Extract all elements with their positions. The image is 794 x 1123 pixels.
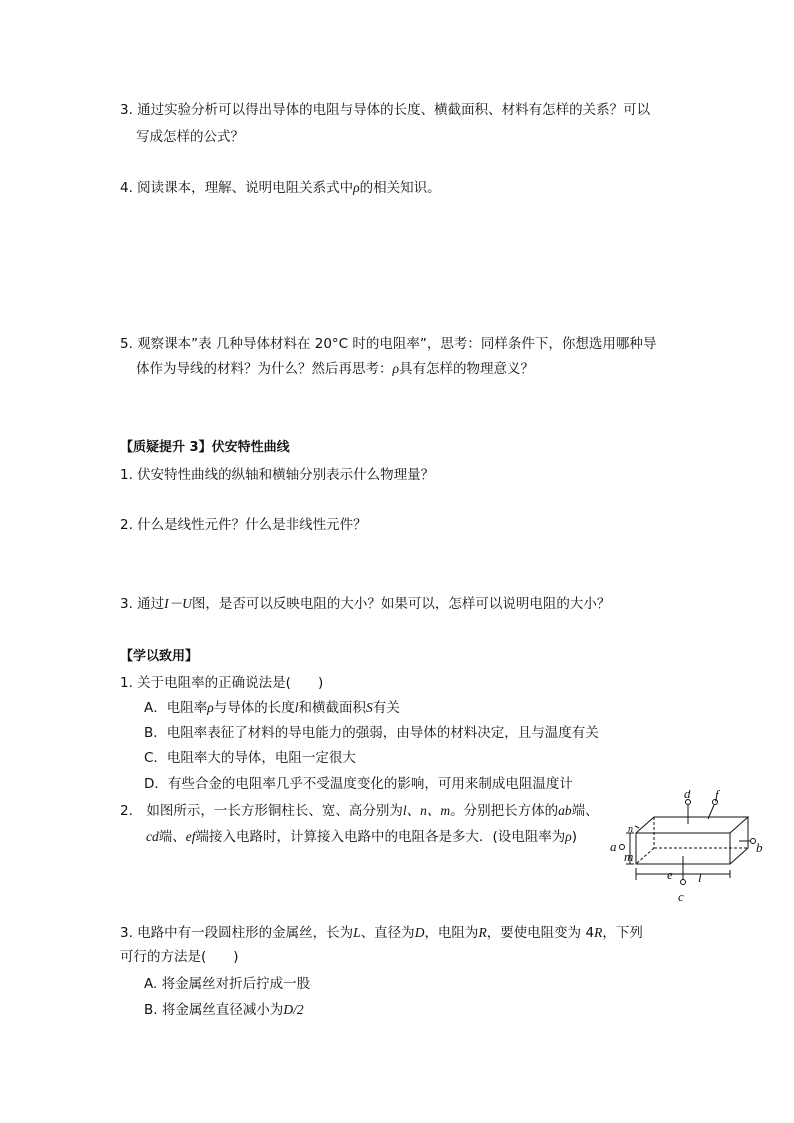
copper-cuboid-figure	[608, 790, 768, 905]
question-4-text-b: 的相关知识。	[359, 180, 441, 196]
problem-3-text-3: ，电阻为	[424, 925, 479, 941]
label-c: c	[678, 889, 684, 904]
problem-3-line-2: 可行的方法是( )	[120, 949, 239, 965]
label-f: f	[715, 790, 719, 802]
question-5-line-1: 5. 观察课本”表 几种导体材料在 20°C 时的电阻率”，思考：同样条件下，你想选用哪种导	[120, 336, 657, 352]
dimension-symbols: l、n、m	[402, 803, 451, 818]
option-a-text-1: A．电阻率	[144, 700, 208, 716]
section-3-question-2: 2. 什么是线性元件？什么是非线性元件？	[120, 517, 367, 533]
question-3-line-2: 写成怎样的公式？	[136, 129, 244, 145]
question-4-text-a: 4. 阅读课本，理解、说明电阻关系式中	[120, 180, 354, 196]
question-5-text-a: 体作为导线的材料？为什么？然后再思考：	[136, 361, 393, 377]
problem-3-text-2: 、直径为	[360, 925, 415, 941]
problem-2-text-3: 端、	[571, 803, 599, 819]
problem-2-text-1: 2. 如图所示，一长方形铜柱长、宽、高分别为	[120, 803, 403, 819]
problem-1-option-a	[144, 699, 400, 717]
problem-2-line-1	[120, 802, 599, 820]
section-heading-volt-ampere: 【质疑提升 3】伏安特性曲线	[120, 440, 290, 455]
option-a-text-2: 与导体的长度	[213, 700, 295, 716]
rho-symbol: ρ	[392, 361, 399, 376]
rho-symbol: ρ	[353, 180, 360, 195]
section-3-question-3-text-b: 图，是否可以反映电阻的大小？如果可以，怎样可以说明电阻的大小？	[191, 596, 611, 612]
problem-3-option-a: A. 将金属丝对折后拧成一股	[144, 976, 311, 992]
question-4	[120, 179, 441, 197]
label-e: e	[667, 867, 673, 882]
problem-3-text-5: ，下列	[602, 925, 643, 941]
label-d: d	[684, 790, 691, 801]
problem-2-line-2	[146, 828, 577, 846]
cuboid-top-face	[636, 817, 748, 833]
problem-2-text-2: 。分别把长方体的	[450, 803, 559, 819]
problem-3-text-4: ，要使电阻变为 4	[486, 925, 595, 941]
problem-3-text-1: 3. 电路中有一段圆柱形的金属丝，长为	[120, 925, 354, 941]
terminal-ef: ef	[185, 829, 196, 844]
diameter-symbol: D	[414, 925, 425, 940]
problem-3-line-1	[120, 924, 643, 942]
problem-1-option-d: D．有些合金的电阻率几乎不受温度变化的影响，可用来制成电阻温度计	[144, 776, 573, 792]
i-u-symbol: I－U	[164, 596, 192, 611]
label-b: b	[756, 840, 763, 855]
resistance-symbol-2: R	[594, 925, 603, 940]
half-diameter-symbol: D/2	[283, 1002, 304, 1017]
label-a: a	[610, 839, 617, 854]
label-l: l	[698, 870, 702, 885]
problem-2-text-6: )	[571, 829, 578, 845]
dimension-n-line	[635, 826, 639, 828]
section-3-question-3-text-a: 3. 通过	[120, 596, 165, 612]
label-m: m	[624, 849, 634, 864]
cuboid-hidden-edges	[636, 817, 748, 864]
terminal-cd: cd	[146, 829, 159, 844]
rho-symbol: ρ	[565, 829, 572, 844]
area-symbol: S	[366, 700, 373, 715]
section-3-question-1: 1. 伏安特性曲线的纵轴和横轴分别表示什么物理量？	[120, 467, 435, 483]
terminal-ab: ab	[558, 803, 572, 818]
problem-3-option-b-text: B. 将金属丝直径减小为	[144, 1002, 284, 1018]
question-5-text-b: 具有怎样的物理意义？	[398, 361, 534, 377]
rho-symbol: ρ	[207, 700, 214, 715]
problem-1-option-c: C．电阻率大的导体，电阻一定很大	[144, 750, 356, 766]
problem-1-option-b: B．电阻率表征了材料的导电能力的强弱，由导体的材料决定，且与温度有关	[144, 725, 599, 741]
length-symbol: L	[353, 925, 361, 940]
problem-2-text-4: 端、	[158, 829, 186, 845]
section-heading-apply: 【学以致用】	[120, 649, 199, 664]
question-3-line-1: 3. 通过实验分析可以得出导体的电阻与导体的长度、横截面积、材料有怎样的关系？可以	[120, 102, 651, 118]
problem-3-option-b	[144, 1001, 304, 1019]
question-5-line-2	[136, 360, 534, 378]
problem-1-stem: 1. 关于电阻率的正确说法是( )	[120, 675, 324, 691]
resistance-symbol: R	[478, 925, 487, 940]
option-a-text-3: 和横截面积	[298, 700, 366, 716]
option-a-text-4: 有关	[372, 700, 400, 716]
terminal-c-circle	[681, 880, 686, 885]
length-symbol: l	[294, 700, 299, 715]
label-n: n	[628, 824, 633, 835]
problem-2-text-5: 端接入电路时，计算接入电路中的电阻各是多大．(设电阻率为	[195, 829, 566, 845]
terminal-b-circle	[751, 839, 756, 844]
section-3-question-3	[120, 595, 610, 613]
